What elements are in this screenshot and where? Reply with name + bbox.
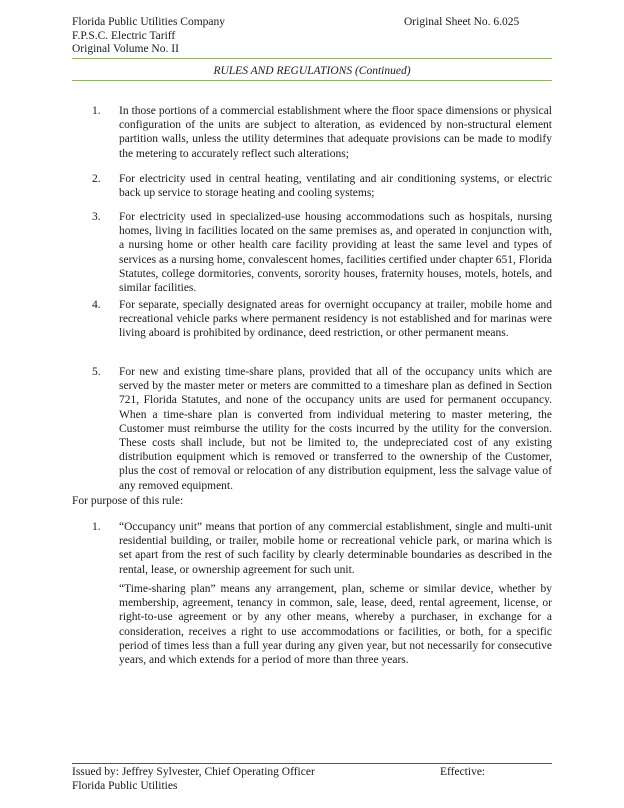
list-item xyxy=(92,172,552,200)
occupancy-unit-definition: “Occupancy unit” means that portion of any commercial establishment, single and multi-unit residential building, or trailer, mobile home or recreational vehicle park, or marina which is set apart from the rest of such facility by clearly determinable boundaries as described in the rental, lease, or ownership agreement for such unit. xyxy=(119,521,552,576)
list-item xyxy=(92,210,552,295)
item-number: 1. xyxy=(92,521,101,533)
header-rule-bottom xyxy=(72,80,552,81)
list-item xyxy=(92,104,552,161)
item-number: 3. xyxy=(92,211,101,223)
item-number: 1. xyxy=(92,105,101,117)
tariff-name: F.P.S.C. Electric Tariff xyxy=(72,29,176,42)
item-number: 5. xyxy=(92,366,101,378)
section-title: RULES AND REGULATIONS (Continued) xyxy=(213,65,411,77)
definition-item xyxy=(92,520,552,577)
volume-name: Original Volume No. II xyxy=(72,43,179,55)
list-item xyxy=(92,365,552,493)
list-item xyxy=(92,298,552,341)
item-number: 2. xyxy=(92,173,101,185)
effective-label: Effective: xyxy=(440,766,486,778)
item-number: 4. xyxy=(92,299,101,311)
time-sharing-plan-definition: “Time-sharing plan” means any arrangement, plan, scheme or similar device, whether by membership, agreement, tenancy in common, sale, lease, deed, rental agreement, license, or right-to-use agreement or by any other means, whereby a purchaser, in exchange for a consideration, receives a right to use accommodations or facilities, or both, for a specific period of times less than a full year during any given year, but not necessarily for consecutive years, and which extends for a period of more than three years. xyxy=(119,583,552,667)
footer-left xyxy=(72,766,315,793)
item-text: For new and existing time-share plans, provided that all of the occupancy units which are served by the master meter or meters are committed to a timeshare plan as defined in Section 721, Florida Statutes, and none of the occupancy units are used for permanent occupancy. When a time-share plan is converted from individual metering to master metering, the Customer must reimburse the utility for the costs incurred by the utility for the conversion. These costs shall include, but not be limited to, the undepreciated cost of any existing distribution equipment which is removed or transferred to the ownership of the Customer, plus the cost of removal or relocation of any distribution equipment, less the salvage value of any removed equipment. xyxy=(119,366,552,492)
item-text: For electricity used in specialized-use housing accommodations such as hospitals, nursing homes, living in facilities located on the same premises as, and operated in conjunction with, a nursing home or other health care facility providing at least the same level and types of services as a nursing home, convalescent homes, facilities certified under chapter 651, Florida Statutes, college dormitories, convents, sorority houses, fraternity houses, motels, hotels, and similar facilities. xyxy=(119,211,552,295)
header-left xyxy=(72,16,225,57)
purpose-intro: For purpose of this rule: xyxy=(72,495,184,507)
item-text: For electricity used in central heating, ventilating and air conditioning systems, or electric back up service to storage heating and cooling systems; xyxy=(119,173,552,200)
item-text: In those portions of a commercial establishment where the floor space dimensions or physical configuration of the units are subject to alteration, as evidenced by non-structural element partition walls, unless the utility determines that adequate provisions can be made to modify the metering to accurately reflect such alterations; xyxy=(119,105,552,160)
sheet-number: Original Sheet No. 6.025 xyxy=(404,16,520,28)
header-rule-top xyxy=(72,58,552,59)
issued-by: Issued by: Jeffrey Sylvester, Chief Operating Officer xyxy=(72,766,315,778)
footer-org: Florida Public Utilities xyxy=(72,779,178,792)
item-text: For separate, specially designated areas for overnight occupancy at trailer, mobile home and recreational vehicle parks where permanent residency is not established and for marinas were living aboard is prohibited by ordinance, deed restriction, or other permanent means. xyxy=(119,299,552,340)
company-name: Florida Public Utilities Company xyxy=(72,16,226,28)
footer-rule xyxy=(72,763,552,764)
